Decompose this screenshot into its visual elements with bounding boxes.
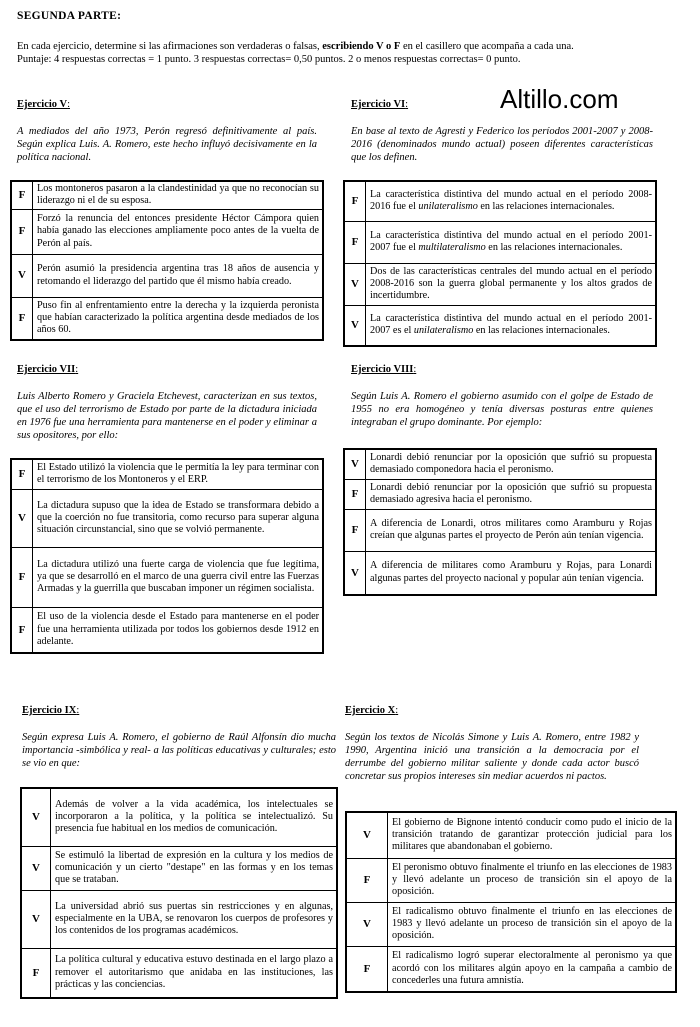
answer-cell[interactable]: F [346, 858, 388, 902]
instructions-emphasis: escribiendo V o F [322, 41, 401, 52]
table-row [11, 297, 323, 340]
statement-cell: La característica distintiva del mundo actual en el período 2001-2007 fue el multilateralismo en las relaciones internacionales. [366, 221, 657, 263]
answer-cell[interactable]: V [21, 788, 51, 846]
answer-cell[interactable]: F [346, 946, 388, 992]
exercise-6-intro: En base al texto de Agresti y Federico los períodos 2001-2007 y 2008-2016 (denominados mundo actual) poseen diferentes características que los definen. [351, 126, 653, 163]
table-row [344, 449, 656, 479]
answer-cell[interactable]: V [11, 489, 33, 547]
exercise-6-table [343, 180, 657, 347]
table-row [346, 858, 676, 902]
table-row [21, 846, 337, 890]
table-row [344, 551, 656, 595]
statement-cell: El radicalismo obtuvo finalmente el triunfo en las elecciones de 1983 y llevó adelante un proceso de transición sin el apoyo de la oposición. [388, 902, 677, 946]
statement-cell: Forzó la renuncia del entonces presidente Héctor Cámpora quien había ganado las elecciones ampliamente poco antes de la vuelta de Perón al país. [33, 209, 324, 254]
exercise-5-intro: A mediados del año 1973, Perón regresó definitivamente al país. Según explica Luis. A. Romero, este hecho influyó decisivamente en la política nacional. [17, 126, 317, 163]
answer-cell[interactable]: F [11, 459, 33, 489]
exercise-7-title: Ejercicio VII: [17, 364, 79, 375]
table-row [344, 479, 656, 509]
statement-cell: Los montoneros pasaron a la clandestinidad ya que no reconocían su liderazgo ni el de su esposa. [33, 181, 324, 209]
exercise-8-intro: Según Luis A. Romero el gobierno asumido con el golpe de Estado de 1955 no era homogéneo y tenía diversas posturas entre quienes integraban el grupo dominante. Por ejemplo: [351, 391, 653, 428]
exercise-7-table [10, 458, 324, 654]
statement-cell: Lonardi debió renunciar por la oposición que sufrió su propuesta demasiado componedora hacia el peronismo. [366, 449, 657, 479]
table-row [346, 902, 676, 946]
table-row [346, 812, 676, 858]
statement-cell: Además de volver a la vida académica, los intelectuales se incorporaron a la política, y la política se intelectualizó. Su presencia fue habitual en los medios de comunicación. [51, 788, 338, 846]
table-row [344, 305, 656, 346]
statement-cell: Lonardi debió renunciar por la oposición que sufrió su propuesta demasiado agresiva hacia el peronismo. [366, 479, 657, 509]
statement-cell: La política cultural y educativa estuvo destinada en el largo plazo a remover el autoritarismo que anidaba en las instituciones, las prácticas y las conciencias. [51, 948, 338, 998]
table-row [21, 890, 337, 948]
statement-cell: La universidad abrió sus puertas sin restricciones y en algunas, especialmente en la UBA, se renovaron los cuerpos de profesores y los contenidos de los programas académicos. [51, 890, 338, 948]
exercise-10-intro: Según los textos de Nicolás Simone y Luis A. Romero, entre 1982 y 1990, Argentina inició una transición a la democracia por el derrumbe del gobierno militar saliente y donde cada actor buscó concretar sus propios intereses sin mediar acuerdos ni pactos. [345, 732, 639, 782]
table-row [346, 946, 676, 992]
exercise-9-table [20, 787, 338, 999]
answer-cell[interactable]: F [344, 221, 366, 263]
instructions-text-end: en el casillero que acompaña a cada una. [400, 41, 574, 52]
exercise-8-title: Ejercicio VIII: [351, 364, 417, 375]
exercise-8-table [343, 448, 657, 596]
table-row [11, 547, 323, 607]
statement-cell: Perón asumió la presidencia argentina tras 18 años de ausencia y retomando el liderazgo del partido que él mismo había creado. [33, 254, 324, 297]
table-row [344, 263, 656, 305]
answer-cell[interactable]: V [344, 551, 366, 595]
table-row [11, 181, 323, 209]
exercise-10-title: Ejercicio X: [345, 705, 399, 716]
answer-cell[interactable]: F [11, 607, 33, 653]
answer-cell[interactable]: V [346, 812, 388, 858]
answer-cell[interactable]: F [11, 297, 33, 340]
table-row [21, 788, 337, 846]
table-row [11, 459, 323, 489]
statement-cell: La característica distintiva del mundo actual en el período 2008-2016 fue el unilateralismo en las relaciones internacionales. [366, 181, 657, 221]
statement-cell: El Estado utilizó la violencia que le permitía la ley para terminar con el terrorismo de los Montoneros y el ERP. [33, 459, 324, 489]
exercise-9-intro: Según expresa Luis A. Romero, el gobierno de Raúl Alfonsín dio mucha importancia -simbólica y real- a las políticas educativas y culturales; esto se vio en que: [22, 732, 336, 769]
instructions-text: En cada ejercicio, determine si las afirmaciones son verdaderas o falsas, [17, 41, 323, 52]
watermark-logo: Altillo.com [500, 84, 619, 114]
answer-cell[interactable]: V [11, 254, 33, 297]
exercise-7-intro: Luis Alberto Romero y Graciela Etchevest, caracterizan en sus textos, que el uso del terrorismo de Estado por parte de la dictadura iniciada en 1976 fue una herramienta para mantenerse en el poder y eliminar a sus opositores, por ello: [17, 391, 317, 441]
answer-cell[interactable]: F [21, 948, 51, 998]
table-row [344, 181, 656, 221]
answer-cell[interactable]: F [11, 209, 33, 254]
answer-cell[interactable]: V [21, 846, 51, 890]
section-title: SEGUNDA PARTE: [17, 10, 122, 22]
instructions [17, 40, 642, 66]
statement-cell: A diferencia de militares como Aramburu y Rojas, para Lonardi algunas partes del proyecto nacional y popular aún tenían vigencia. [366, 551, 657, 595]
table-row [11, 209, 323, 254]
statement-cell: El uso de la violencia desde el Estado para mantenerse en el poder fue una herramienta utilizada por todos los gobiernos desde 1912 en adelante. [33, 607, 324, 653]
answer-cell[interactable]: V [346, 902, 388, 946]
answer-cell[interactable]: F [11, 181, 33, 209]
statement-cell: La dictadura utilizó una fuerte carga de violencia que fue legítima, ya que se desarrolló en el marco de una guerra civil entre las Fuerzas Armadas y la guerrilla que buscaban imponer un régimen socialista. [33, 547, 324, 607]
table-row [11, 607, 323, 653]
statement-cell: El peronismo obtuvo finalmente el triunfo en las elecciones de 1983 y llevó adelante un proceso de transición sin el apoyo de la oposición. [388, 858, 677, 902]
exercise-5-title: Ejercicio V: [17, 99, 70, 110]
exercise-6-title: Ejercicio VI: [351, 99, 409, 110]
exercise-5-table [10, 180, 324, 341]
answer-cell[interactable]: F [344, 509, 366, 551]
statement-cell: Puso fin al enfrentamiento entre la derecha y la izquierda peronista que habían caracterizado la política argentina desde mediados de los años 60. [33, 297, 324, 340]
answer-cell[interactable]: V [344, 305, 366, 346]
statement-cell: A diferencia de Lonardi, otros militares como Aramburu y Rojas creían que algunas partes el proyecto de Perón aún tenían vigencia. [366, 509, 657, 551]
statement-cell: Dos de las características centrales del mundo actual en el período 2008-2016 son la guerra global permanente y los altos grados de incertidumbre. [366, 263, 657, 305]
table-row [344, 221, 656, 263]
table-row [21, 948, 337, 998]
answer-cell[interactable]: V [344, 263, 366, 305]
statement-cell: El gobierno de Bignone intentó conducir como pudo el inicio de la transición tratando de garantizar protección judicial para los militares que abandonaban el gobierno. [388, 812, 677, 858]
table-row [344, 509, 656, 551]
answer-cell[interactable]: V [21, 890, 51, 948]
scoring-text: Puntaje: 4 respuestas correctas = 1 punto. 3 respuestas correctas= 0,50 puntos. 2 o menos respuestas correctas= 0 punto. [17, 54, 521, 65]
statement-cell: El radicalismo logró superar electoralmente al peronismo ya que acordó con los militares algún apoyo en la campaña a cambio de concederles una futura amnistía. [388, 946, 677, 992]
table-row [11, 489, 323, 547]
answer-cell[interactable]: F [344, 479, 366, 509]
statement-cell: La característica distintiva del mundo actual en el período 2001-2007 es el unilateralismo en las relaciones internacionales. [366, 305, 657, 346]
statement-cell: La dictadura supuso que la idea de Estado se transformara debido a que la coerción no fue transitoria, como recurso para superar alguna situación circunstancial, sino que se volvió permanente. [33, 489, 324, 547]
answer-cell[interactable]: F [344, 181, 366, 221]
statement-cell: Se estimuló la libertad de expresión en la cultura y los medios de comunicación y un cierto "destape" en las formas y en los temas que se trataban. [51, 846, 338, 890]
answer-cell[interactable]: V [344, 449, 366, 479]
exercise-9-title: Ejercicio IX: [22, 705, 80, 716]
answer-cell[interactable]: F [11, 547, 33, 607]
exercise-10-table [345, 811, 677, 993]
table-row [11, 254, 323, 297]
